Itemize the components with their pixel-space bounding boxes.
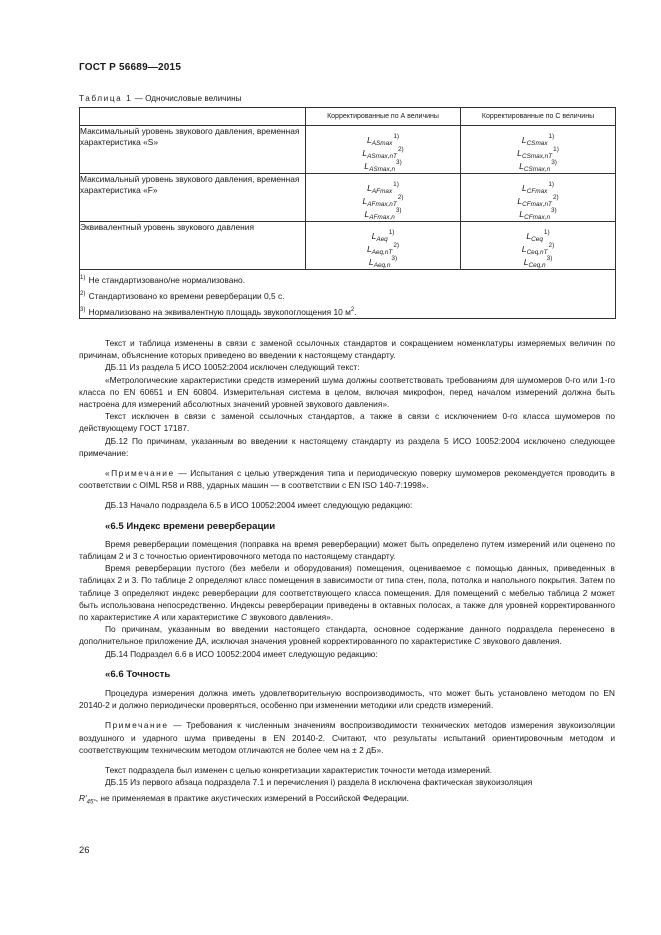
symbol-footnote-mark: 3) — [551, 159, 557, 166]
paragraph-text: или характеристике — [159, 612, 242, 623]
symbol-subscript: Aeq,nT — [371, 249, 393, 256]
single-number-quantities-table — [79, 107, 616, 319]
symbol-base: L — [517, 148, 522, 158]
a-symbols — [306, 222, 460, 269]
symbol-footnote-mark: 1) — [548, 181, 555, 188]
symbol-base: L — [362, 196, 368, 206]
symbol-subscript: ASmax,nT — [367, 153, 397, 160]
note-label: Примечание — [105, 720, 169, 731]
a-symbols-cell — [306, 126, 461, 174]
symbol-footnote-mark: 1) — [543, 229, 550, 236]
symbol-subscript: Ceq,nT — [526, 249, 548, 256]
symbol-footnote-mark: 2) — [552, 194, 559, 201]
symbol-base: L — [368, 257, 374, 267]
paragraph: ДБ.13 Начало подраздела 6.5 в ИСО 10052:2004 имеет следующую редакцию: — [105, 500, 413, 511]
symbol-subscript: Aeq,n — [373, 262, 391, 269]
c-symbols — [461, 174, 615, 221]
symbol-base: L — [521, 244, 527, 254]
note-text: Стандартизовано ко времени реверберации 0,5 с. — [86, 291, 285, 301]
symbol-subscript: CFmax,n — [524, 214, 550, 221]
paragraph-text: Время реверберации пустого (без мебели и оборудования) помещения, оцениваемое с помощью данных, приведенных в таблицах 2 и 3. По таблице 2 определяют класс помещения в зависимости от типа стен, пола, потолка и напольного покрытия. Затем по таблице 3 определяют индекс реверберации для соответствующего класса помещения. Для помещений с мебелью таблица 2 может быть использована непосредственно. Индексы реверберации приведены в октавных полосах, а также для уровней корректированного по характеристике — [79, 563, 615, 623]
symbol-footnote-mark: 1) — [553, 146, 559, 153]
symbol-r: R′ — [79, 792, 87, 803]
table-row — [80, 222, 616, 270]
note-mark: 2) — [80, 291, 86, 297]
table-note — [80, 286, 615, 302]
section-heading: «6.6 Точность — [105, 668, 171, 680]
symbol-line — [306, 191, 460, 208]
note-mark: 1) — [80, 275, 86, 281]
symbol-base: L — [521, 135, 527, 145]
note-body: — Требования к численным значениям воспроизводимости технических методов измерения звукоизоляции воздушного и ударного шума приведены в EN 20140-2. Считают, что результаты испытаний ориентировочным методом и соответствующим техническим методом отличаются не более чем на ± 2 дБ». — [79, 720, 615, 755]
table-row — [80, 126, 616, 174]
note-tail: . — [354, 307, 357, 317]
symbol-line — [461, 204, 615, 221]
symbol-subscript: CSmax — [526, 140, 548, 147]
paragraph: Время реверберации помещения (поправка на время реверберации) может быть определено путем измерений или оценено по таблицам 2 и 3 с точностью ориентировочного метода по настоящему стандарту. — [79, 538, 615, 562]
a-symbols-cell — [306, 174, 461, 222]
symbol-subscript: ASmax — [371, 140, 393, 147]
a-symbols — [306, 126, 460, 173]
symbol-base: L — [364, 209, 370, 219]
table-caption-text: — Одночисловые величины — [132, 94, 242, 103]
symbol-base: L — [364, 161, 370, 171]
symbol-footnote-mark: 1) — [393, 181, 399, 188]
note-mark: 3) — [80, 307, 86, 313]
paragraph: Текст подраздела был изменен с целью конкретизации характеристик точности метода измерений. — [105, 765, 493, 776]
note-paragraph — [79, 467, 615, 491]
table-row — [80, 174, 616, 222]
symbol-base: L — [367, 183, 372, 193]
row-label: Максимальный уровень звукового давления, временная характеристика «F» — [80, 174, 306, 222]
c-symbols-cell — [461, 222, 616, 270]
symbol-line — [306, 178, 460, 195]
symbol-line — [306, 130, 460, 147]
symbol-line — [461, 191, 615, 208]
symbol-subscript: CFmax,nT — [522, 201, 552, 208]
a-symbols — [306, 174, 460, 221]
header-a-weighted: Корректированные по А величины — [306, 108, 461, 126]
paragraph: Текст исключен в связи с заменой ссылочных стандартов, а также в связи с исключением 0-го класса шумомеров по действующему ГОСТ 17187. — [79, 411, 615, 434]
c-symbols — [461, 222, 615, 269]
symbol-base: L — [366, 135, 372, 145]
paragraph: Процедура измерения должна иметь удовлетворительную воспроизводимость, что может быть установлено методом по EN 20140-2 и должно периодически проверяться, особенно при изменении методики или средств измерений. — [79, 688, 615, 711]
symbol-line — [461, 143, 615, 160]
paragraph: ДБ.11 Из раздела 5 ИСО 10052:2004 исключен следующий текст: — [105, 362, 360, 373]
paragraph — [79, 792, 615, 809]
paragraph: ДБ.12 По причинам, указанным во введении к настоящему стандарту из раздела 5 ИСО 10052:2004 исключено следующее примечание: — [79, 435, 615, 458]
symbol-base: L — [523, 257, 529, 267]
note-paragraph — [79, 719, 615, 756]
symbol-base: L — [526, 231, 532, 241]
note-body: — Испытания с целью утверждения типа и периодическую поверку шумомеров рекомендуется проводить в соответствии с OIML R58 и R88, ударных машин — в соответствии с EN ISO 140-7:1998». — [79, 468, 615, 491]
symbol-subscript: 45° — [86, 799, 96, 806]
symbol-base: L — [519, 161, 524, 171]
symbol-subscript: AFmax,nT — [367, 201, 397, 208]
page-number: 26 — [79, 844, 90, 855]
row-label: Эквивалентный уровень звукового давления — [80, 222, 306, 270]
symbol-subscript: CSmax,nT — [521, 153, 553, 160]
symbol-base: L — [362, 148, 368, 158]
header-c-weighted: Корректированные по С величины — [461, 108, 616, 126]
table-note — [80, 270, 615, 286]
paragraph-text: По причинам, указанным во введении настоящего стандарта, основное содержание данного подраздела перенесено в дополнительное приложение ДА, исключая значения уровней корректированного по характеристике — [79, 624, 615, 647]
symbol-subscript: Ceq — [531, 236, 543, 243]
quoted-paragraph: «Метрологические характеристики средств измерений шума должны соответствовать требованиям для шумомеров 0-го или 1-го класса по EN 60651 и EN 60804. Измерительная система в целом, включая микрофон, перед началом измерений должна быть настроена для измерений абсолютных значений уровней звукового давления». — [79, 374, 615, 410]
symbol-line — [461, 239, 615, 256]
a-symbols-cell — [306, 222, 461, 270]
symbol-footnote-mark: 1) — [388, 229, 395, 236]
body-text — [79, 337, 615, 808]
symbol-line — [461, 130, 615, 147]
symbol-line — [461, 156, 615, 173]
symbol-subscript: Aeq — [376, 236, 388, 243]
c-symbols-cell — [461, 126, 616, 174]
section-heading: «6.5 Индекс времени реверберации — [105, 520, 276, 532]
symbol-footnote-mark: 2) — [397, 194, 404, 201]
symbol-subscript: ASmax,n — [369, 166, 396, 173]
symbol-line — [461, 226, 615, 243]
italic-letter: C — [241, 612, 248, 623]
symbol-subscript: CSmax,n — [523, 166, 551, 173]
symbol-footnote-mark: 2) — [397, 146, 404, 153]
symbol-base: L — [519, 209, 525, 219]
c-symbols-cell — [461, 174, 616, 222]
paragraph: ДБ.15 Из первого абзаца подраздела 7.1 и перечисления i) раздела 8 исключена фактическая звукоизоляция — [105, 777, 533, 788]
table-notes-row — [80, 270, 616, 319]
note-superscript: 2 — [350, 307, 355, 313]
c-symbols — [461, 126, 615, 173]
symbol-footnote-mark: 2) — [548, 242, 555, 249]
symbol-line — [306, 239, 460, 256]
symbol-footnote-mark: 3) — [551, 207, 557, 214]
paragraph: Текст и таблица изменены в связи с заменой ссылочных стандартов и сокращением номенклатуры измеряемых величин по причинам, объяснение которых приведено во введении к настоящему стандарту. — [79, 338, 615, 361]
table-note — [80, 302, 615, 318]
symbol-footnote-mark: 3) — [546, 255, 553, 262]
paragraph — [79, 623, 615, 647]
paragraph-text: звукового давления. — [480, 636, 562, 647]
symbol-base: L — [366, 244, 372, 254]
italic-letter: A — [153, 612, 160, 623]
paragraph: ДБ.14 Подраздел 6.6 в ИСО 10052:2004 имеет следующую редакцию: — [105, 648, 378, 659]
symbol-subscript: Ceq,n — [528, 262, 546, 269]
symbol-line — [306, 143, 460, 160]
symbol-subscript: CFmax — [526, 188, 548, 195]
document-id: ГОСТ Р 56689—2015 — [79, 62, 182, 73]
symbol-base: L — [517, 196, 523, 206]
paragraph-text: , не применяемая в практике акустических измерений в Российской Федерации. — [95, 792, 409, 803]
symbol-line — [306, 204, 460, 221]
note-text: Не стандартизовано/не нормализовано. — [86, 275, 246, 285]
symbol-line — [461, 178, 615, 195]
note-label: «Примечание — [105, 468, 175, 479]
symbol-footnote-mark: 3) — [396, 159, 402, 166]
symbol-footnote-mark: 2) — [393, 242, 400, 249]
symbol-footnote-mark: 1) — [548, 133, 555, 140]
paragraph-text: звукового давления». — [247, 612, 334, 623]
table-notes — [80, 270, 616, 319]
table-caption-prefix: Таблица 1 — [79, 94, 133, 103]
note-text: Нормализовано на эквивалентную площадь звукопоглощения 10 м — [86, 307, 351, 317]
symbol-line — [306, 226, 460, 243]
symbol-base: L — [521, 183, 527, 193]
symbol-subscript: AFmax — [371, 188, 393, 195]
header-empty-cell — [80, 108, 306, 126]
symbol-line — [306, 252, 460, 269]
table-caption — [79, 94, 242, 103]
symbol-subscript: AFmax,n — [369, 214, 395, 221]
table-header-row — [80, 108, 616, 126]
symbol-footnote-mark: 3) — [395, 207, 402, 214]
symbol-base: L — [371, 231, 377, 241]
symbol-footnote-mark: 3) — [391, 255, 398, 262]
symbol-footnote-mark: 1) — [393, 133, 400, 140]
symbol-line — [306, 156, 460, 173]
italic-letter: C — [474, 636, 481, 647]
symbol-line — [461, 252, 615, 269]
paragraph — [79, 562, 615, 623]
row-label: Максимальный уровень звукового давления, временная характеристика «S» — [80, 126, 306, 174]
